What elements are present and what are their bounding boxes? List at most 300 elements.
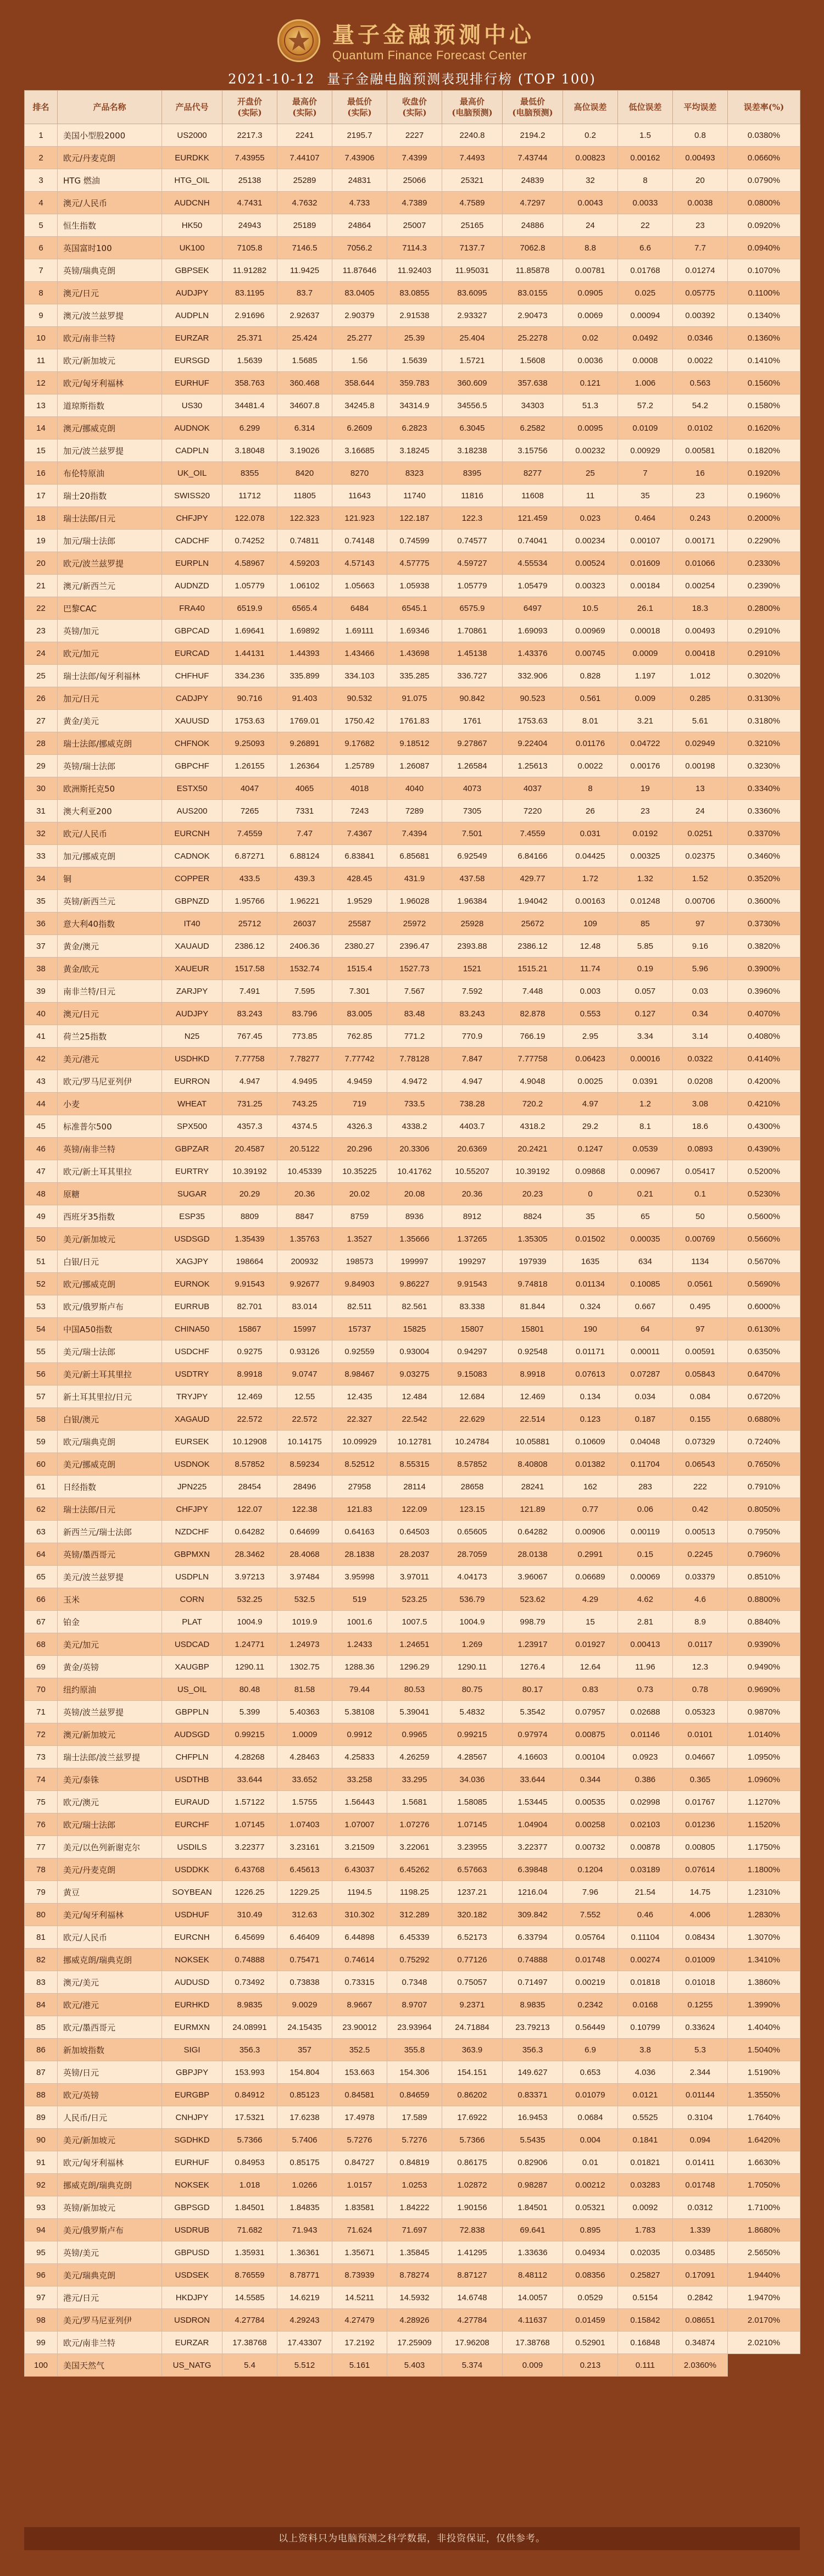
column-header-sub: (实际): [292, 108, 317, 118]
table-row: [25, 462, 800, 485]
table-cell: 1.69111: [332, 620, 387, 642]
table-cell: HKDJPY: [162, 2286, 222, 2309]
table-cell: 美元/俄罗斯卢布: [58, 2219, 162, 2241]
column-header-sub: (电脑预测): [452, 108, 493, 118]
table-cell: 瑞士20指数: [58, 485, 162, 507]
table-cell: 2227: [387, 124, 442, 147]
table-cell: 0.7950%: [728, 1521, 800, 1543]
table-cell: 8847: [277, 1205, 332, 1228]
table-cell: 0.0923: [618, 1746, 673, 1768]
table-cell: 29: [25, 755, 58, 777]
table-cell: 0.93126: [277, 1340, 332, 1363]
table-cell: 10.24784: [442, 1431, 503, 1453]
table-cell: 312.63: [277, 1904, 332, 1926]
table-cell: 4.28268: [222, 1746, 277, 1768]
table-cell: 0.6720%: [728, 1386, 800, 1408]
table-cell: 122.078: [222, 507, 277, 530]
table-cell: 27: [25, 710, 58, 732]
column-header: [58, 91, 162, 124]
table-cell: 4.9459: [332, 1070, 387, 1093]
table-cell: 2217.3: [222, 124, 277, 147]
table-cell: 198664: [222, 1250, 277, 1273]
table-cell: 3.14: [673, 1025, 728, 1048]
table-cell: 1.269: [442, 1633, 503, 1656]
table-cell: 7265: [222, 800, 277, 822]
table-cell: 0.00325: [618, 845, 673, 867]
table-cell: 9.03275: [387, 1363, 442, 1386]
table-cell: 9.16: [673, 935, 728, 958]
table-cell: 4.27784: [222, 2309, 277, 2332]
table-cell: 6.87271: [222, 845, 277, 867]
table-cell: EURSGD: [162, 349, 222, 372]
table-cell: 6.45339: [387, 1926, 442, 1949]
table-cell: 123.15: [442, 1498, 503, 1521]
table-cell: 0.97974: [503, 1723, 563, 1746]
table-cell: 58: [25, 1408, 58, 1431]
table-cell: 9.27867: [442, 732, 503, 755]
table-cell: 28.0138: [503, 1543, 563, 1566]
table-cell: 3.95998: [332, 1566, 387, 1588]
footer-note: 以上资料只为电脑预测之科学数据，非投资保证，仅供参考。: [24, 2527, 800, 2550]
table-cell: 121.89: [503, 1498, 563, 1521]
table-cell: 瑞士法郎/波兰兹罗提: [58, 1746, 162, 1768]
table-cell: US_NATG: [162, 2354, 222, 2377]
table-cell: 8.9: [673, 1611, 728, 1633]
table-cell: 8.9707: [387, 1994, 442, 2016]
table-cell: 23: [25, 620, 58, 642]
table-cell: 0.9965: [387, 1723, 442, 1746]
table-cell: 0: [563, 1183, 618, 1205]
table-cell: 欧元/英镑: [58, 2084, 162, 2106]
table-cell: 7.552: [563, 1904, 618, 1926]
table-cell: 17.6922: [442, 2106, 503, 2129]
table-cell: 5.5435: [503, 2129, 563, 2151]
table-row: [25, 1431, 800, 1453]
table-row: [25, 2084, 800, 2106]
table-cell: 360.609: [442, 372, 503, 394]
table-cell: 0.00016: [618, 1048, 673, 1070]
table-cell: 0.00745: [563, 642, 618, 665]
table-cell: 16.9453: [503, 2106, 563, 2129]
table-row: [25, 1656, 800, 1678]
table-cell: 0.4300%: [728, 1115, 800, 1138]
table-row: [25, 169, 800, 192]
table-cell: 28454: [222, 1476, 277, 1498]
table-cell: 1.5: [618, 124, 673, 147]
table-cell: 122.187: [387, 507, 442, 530]
table-cell: 28658: [442, 1476, 503, 1498]
table-cell: 瑞士法郎/日元: [58, 507, 162, 530]
table-cell: 1296.29: [387, 1656, 442, 1678]
table-cell: 4.27784: [442, 2309, 503, 2332]
table-cell: 7.448: [503, 980, 563, 1003]
table-cell: 黄金/欧元: [58, 958, 162, 980]
table-cell: 1004.9: [222, 1611, 277, 1633]
table-cell: 4.59727: [442, 552, 503, 575]
table-cell: 6.2582: [503, 417, 563, 439]
table-cell: 欧元/南非兰特: [58, 2332, 162, 2354]
table-cell: 3.16685: [332, 439, 387, 462]
table-cell: 0.324: [563, 1295, 618, 1318]
table-cell: 1.012: [673, 665, 728, 687]
table-cell: 4.036: [618, 2061, 673, 2084]
table-cell: 1.05479: [503, 575, 563, 597]
table-cell: 1.25789: [332, 755, 387, 777]
table-cell: 美国天然气: [58, 2354, 162, 2377]
table-cell: 4.7589: [442, 192, 503, 214]
table-cell: 0.0940%: [728, 237, 800, 259]
table-cell: 6.2823: [387, 417, 442, 439]
table-cell: 532.25: [222, 1588, 277, 1611]
table-cell: 25189: [277, 214, 332, 237]
table-row: [25, 1070, 800, 1093]
table-cell: 14.0057: [503, 2286, 563, 2309]
table-cell: 14: [25, 417, 58, 439]
table-cell: NOKSEK: [162, 1949, 222, 1971]
table-cell: EURMXN: [162, 2016, 222, 2039]
table-cell: 122.07: [222, 1498, 277, 1521]
table-cell: 欧元/人民币: [58, 1926, 162, 1949]
table-cell: 60: [25, 1453, 58, 1476]
table-cell: 10.39192: [222, 1160, 277, 1183]
table-cell: 17.4978: [332, 2106, 387, 2129]
table-cell: 11.95031: [442, 259, 503, 282]
table-cell: 12.684: [442, 1386, 503, 1408]
table-cell: 1.32: [618, 867, 673, 890]
table-cell: 0.386: [618, 1768, 673, 1791]
table-cell: 0.495: [673, 1295, 728, 1318]
table-cell: 0.00219: [563, 1971, 618, 1994]
table-cell: 2194.2: [503, 124, 563, 147]
table-cell: 0.1920%: [728, 462, 800, 485]
table-cell: 73: [25, 1746, 58, 1768]
table-cell: 3.22061: [387, 1836, 442, 1859]
table-cell: 97: [25, 2286, 58, 2309]
table-cell: 48: [25, 1183, 58, 1205]
table-row: [25, 1453, 800, 1476]
table-cell: 0.00591: [673, 1340, 728, 1363]
table-cell: 0.00967: [618, 1160, 673, 1183]
table-cell: 0.16848: [618, 2332, 673, 2354]
table-cell: XAUGBP: [162, 1656, 222, 1678]
table-cell: 0.07329: [673, 1431, 728, 1453]
table-cell: 43: [25, 1070, 58, 1093]
table-cell: 0.11704: [618, 1453, 673, 1476]
table-cell: 0.1560%: [728, 372, 800, 394]
table-cell: 1288.36: [332, 1656, 387, 1678]
table-cell: 20.08: [387, 1183, 442, 1205]
table-cell: 0.01079: [563, 2084, 618, 2106]
table-cell: 72.838: [442, 2219, 503, 2241]
table-cell: 2396.47: [387, 935, 442, 958]
table-cell: 355.8: [387, 2039, 442, 2061]
table-cell: 0.0391: [618, 1070, 673, 1093]
table-cell: 312.289: [387, 1904, 442, 1926]
table-cell: NZDCHF: [162, 1521, 222, 1543]
table-cell: 0.08356: [563, 2264, 618, 2286]
column-header-sub: (实际): [347, 108, 372, 118]
table-cell: 1.0950%: [728, 1746, 800, 1768]
table-cell: 11.96: [618, 1656, 673, 1678]
table-cell: 47: [25, 1160, 58, 1183]
table-cell: 1.52: [673, 867, 728, 890]
table-cell: AUDUSD: [162, 1971, 222, 1994]
table-cell: 0.10609: [563, 1431, 618, 1453]
table-cell: 7.4394: [387, 822, 442, 845]
table-cell: 356.3: [503, 2039, 563, 2061]
table-cell: 3.23161: [277, 1836, 332, 1859]
table-cell: 0.08651: [673, 2309, 728, 2332]
table-row: [25, 2174, 800, 2196]
table-row: [25, 1476, 800, 1498]
table-cell: HTG 燃油: [58, 169, 162, 192]
table-cell: 0.3360%: [728, 800, 800, 822]
table-cell: 83.014: [277, 1295, 332, 1318]
table-row: [25, 935, 800, 958]
table-cell: 4.006: [673, 1904, 728, 1926]
table-cell: 欧洲斯托克50: [58, 777, 162, 800]
table-row: [25, 1138, 800, 1160]
table-cell: 美元/匈牙利福林: [58, 1904, 162, 1926]
table-cell: 0.9275: [222, 1340, 277, 1363]
table-cell: 6.92549: [442, 845, 503, 867]
table-row: [25, 1813, 800, 1836]
table-cell: 1.07276: [387, 1813, 442, 1836]
table-cell: 5.39041: [387, 1701, 442, 1723]
table-cell: 18.6: [673, 1115, 728, 1138]
table-row: [25, 1498, 800, 1521]
table-cell: SOYBEAN: [162, 1881, 222, 1904]
table-cell: 1.5721: [442, 349, 503, 372]
table-cell: 6.2609: [332, 417, 387, 439]
table-cell: 铜: [58, 867, 162, 890]
table-cell: 1.84222: [387, 2196, 442, 2219]
table-cell: 34: [25, 867, 58, 890]
table-cell: 2195.7: [332, 124, 387, 147]
table-cell: NOKSEK: [162, 2174, 222, 2196]
table-cell: 80.53: [387, 1678, 442, 1701]
table-cell: 1.4040%: [728, 2016, 800, 2039]
table-cell: 6.84166: [503, 845, 563, 867]
table-cell: EURAUD: [162, 1791, 222, 1813]
table-cell: 3.08: [673, 1093, 728, 1115]
table-cell: 4.55534: [503, 552, 563, 575]
table-cell: 英镑/美元: [58, 2241, 162, 2264]
table-cell: 199997: [387, 1250, 442, 1273]
table-cell: 1019.9: [277, 1611, 332, 1633]
table-cell: 39: [25, 980, 58, 1003]
table-cell: 0.0380%: [728, 124, 800, 147]
table-row: [25, 890, 800, 913]
table-cell: 0.00535: [563, 1791, 618, 1813]
table-cell: 0.77: [563, 1498, 618, 1521]
table-cell: 11.92403: [387, 259, 442, 282]
table-cell: 0.03189: [618, 1859, 673, 1881]
table-cell: 0.03283: [618, 2174, 673, 2196]
column-header-label: 产品代号: [175, 102, 209, 112]
table-cell: 0.1100%: [728, 282, 800, 304]
table-row: [25, 1273, 800, 1295]
table-cell: 0.02375: [673, 845, 728, 867]
table-cell: 0.09868: [563, 1160, 618, 1183]
table-cell: 0.0208: [673, 1070, 728, 1093]
table-cell: 28241: [503, 1476, 563, 1498]
column-header: [222, 91, 277, 124]
table-row: [25, 1408, 800, 1431]
table-cell: 0.00069: [618, 1566, 673, 1588]
table-cell: 7.4559: [503, 822, 563, 845]
table-cell: 澳元/人民币: [58, 192, 162, 214]
table-cell: 1.83581: [332, 2196, 387, 2219]
table-cell: EURGBP: [162, 2084, 222, 2106]
table-cell: 澳元/新西兰元: [58, 575, 162, 597]
table-cell: 6519.9: [222, 597, 277, 620]
table-cell: 0.561: [563, 687, 618, 710]
table-cell: 0.06543: [673, 1453, 728, 1476]
table-cell: 0.6130%: [728, 1318, 800, 1340]
table-cell: 429.77: [503, 867, 563, 890]
table-cell: 57.2: [618, 394, 673, 417]
column-header-label: 开盘价: [237, 97, 262, 107]
table-cell: 28.7059: [442, 1543, 503, 1566]
table-cell: 720.2: [503, 1093, 563, 1115]
table-cell: 2.91696: [222, 304, 277, 327]
table-row: [25, 2286, 800, 2309]
table-cell: 1.07145: [222, 1813, 277, 1836]
table-cell: 1.9440%: [728, 2264, 800, 2286]
table-cell: 3.22377: [503, 1836, 563, 1859]
table-cell: 0.1255: [673, 1994, 728, 2016]
table-cell: 0.828: [563, 665, 618, 687]
ranking-table: [24, 90, 800, 2377]
table-cell: 24: [25, 642, 58, 665]
table-cell: 8.98467: [332, 1363, 387, 1386]
table-cell: 82.701: [222, 1295, 277, 1318]
table-cell: 10.55207: [442, 1160, 503, 1183]
table-cell: 欧元/丹麦克朗: [58, 147, 162, 169]
table-cell: 121.83: [332, 1498, 387, 1521]
table-cell: 7.4493: [442, 147, 503, 169]
table-cell: 998.79: [503, 1611, 563, 1633]
table-cell: 1.02872: [442, 2174, 503, 2196]
table-cell: 0.00513: [673, 1521, 728, 1543]
table-cell: 98: [25, 2309, 58, 2332]
table-cell: 4.733: [332, 192, 387, 214]
table-cell: 87: [25, 2061, 58, 2084]
table-cell: 2.0210%: [728, 2332, 800, 2354]
table-cell: 1001.6: [332, 1611, 387, 1633]
column-header: [25, 91, 58, 124]
table-cell: 0.92559: [332, 1340, 387, 1363]
table-row: [25, 2016, 800, 2039]
table-cell: 3.97011: [387, 1566, 442, 1588]
table-cell: 1.5040%: [728, 2039, 800, 2061]
table-cell: 1134: [673, 1250, 728, 1273]
table-cell: 加元/波兰兹罗提: [58, 439, 162, 462]
table-body: [25, 124, 800, 2377]
table-row: [25, 552, 800, 575]
table-cell: 34314.9: [387, 394, 442, 417]
table-cell: 0.75292: [387, 1949, 442, 1971]
table-cell: 4.11637: [503, 2309, 563, 2332]
table-cell: 黄金/美元: [58, 710, 162, 732]
table-cell: 83.338: [442, 1295, 503, 1318]
table-cell: 17.38768: [503, 2332, 563, 2354]
table-cell: 0.1204: [563, 1859, 618, 1881]
table-cell: 71.943: [277, 2219, 332, 2241]
table-cell: 0.0561: [673, 1273, 728, 1295]
table-cell: 0.02998: [618, 1791, 673, 1813]
table-cell: 0.10085: [618, 1273, 673, 1295]
table-cell: 1.53445: [503, 1791, 563, 1813]
table-cell: 30: [25, 777, 58, 800]
table-cell: 17.25909: [387, 2332, 442, 2354]
table-cell: 1.35305: [503, 1228, 563, 1250]
table-cell: 1521: [442, 958, 503, 980]
table-cell: 2.90473: [503, 304, 563, 327]
table-cell: 1635: [563, 1250, 618, 1273]
table-row: [25, 2039, 800, 2061]
table-cell: 81: [25, 1926, 58, 1949]
table-cell: 欧元/瑞典克朗: [58, 1431, 162, 1453]
table-cell: 1.84501: [222, 2196, 277, 2219]
table-cell: 12.484: [387, 1386, 442, 1408]
table-cell: 4.16603: [503, 1746, 563, 1768]
table-cell: 3: [25, 169, 58, 192]
table-cell: 25972: [387, 913, 442, 935]
table-cell: 1.96028: [387, 890, 442, 913]
table-cell: 0.01411: [673, 2151, 728, 2174]
table-cell: ESP35: [162, 1205, 222, 1228]
table-cell: 7146.5: [277, 237, 332, 259]
table-cell: 122.38: [277, 1498, 332, 1521]
table-cell: 0.15: [618, 1543, 673, 1566]
table-cell: 25: [563, 462, 618, 485]
table-cell: 5.85: [618, 935, 673, 958]
table-cell: 0.653: [563, 2061, 618, 2084]
table-cell: 51.3: [563, 394, 618, 417]
table-row: [25, 597, 800, 620]
table-cell: CADJPY: [162, 687, 222, 710]
table-cell: 1.25613: [503, 755, 563, 777]
table-cell: 9.25093: [222, 732, 277, 755]
table-cell: 澳元/日元: [58, 282, 162, 304]
table-cell: 英镑/瑞典克朗: [58, 259, 162, 282]
table-cell: 0.00493: [673, 620, 728, 642]
table-row: [25, 1048, 800, 1070]
table-cell: 1.0157: [332, 2174, 387, 2196]
table-cell: 21.54: [618, 1881, 673, 1904]
table-cell: 28496: [277, 1476, 332, 1498]
table-cell: 2.81: [618, 1611, 673, 1633]
table-cell: 8.76559: [222, 2264, 277, 2286]
table-cell: 5.512: [277, 2354, 332, 2377]
table-cell: 9.15083: [442, 1363, 503, 1386]
table-cell: 0.01176: [563, 732, 618, 755]
table-cell: 0.0893: [673, 1138, 728, 1160]
table-cell: 0.33624: [673, 2016, 728, 2039]
table-cell: 0.134: [563, 1386, 618, 1408]
table-cell: 0.00418: [673, 642, 728, 665]
table-cell: 766.19: [503, 1025, 563, 1048]
table-cell: 1.07145: [442, 1813, 503, 1836]
table-cell: USDPLN: [162, 1566, 222, 1588]
table-cell: 加元/挪威克朗: [58, 845, 162, 867]
table-cell: 22.514: [503, 1408, 563, 1431]
table-cell: GBPZAR: [162, 1138, 222, 1160]
table-row: [25, 1611, 800, 1633]
table-cell: 白银/澳元: [58, 1408, 162, 1431]
